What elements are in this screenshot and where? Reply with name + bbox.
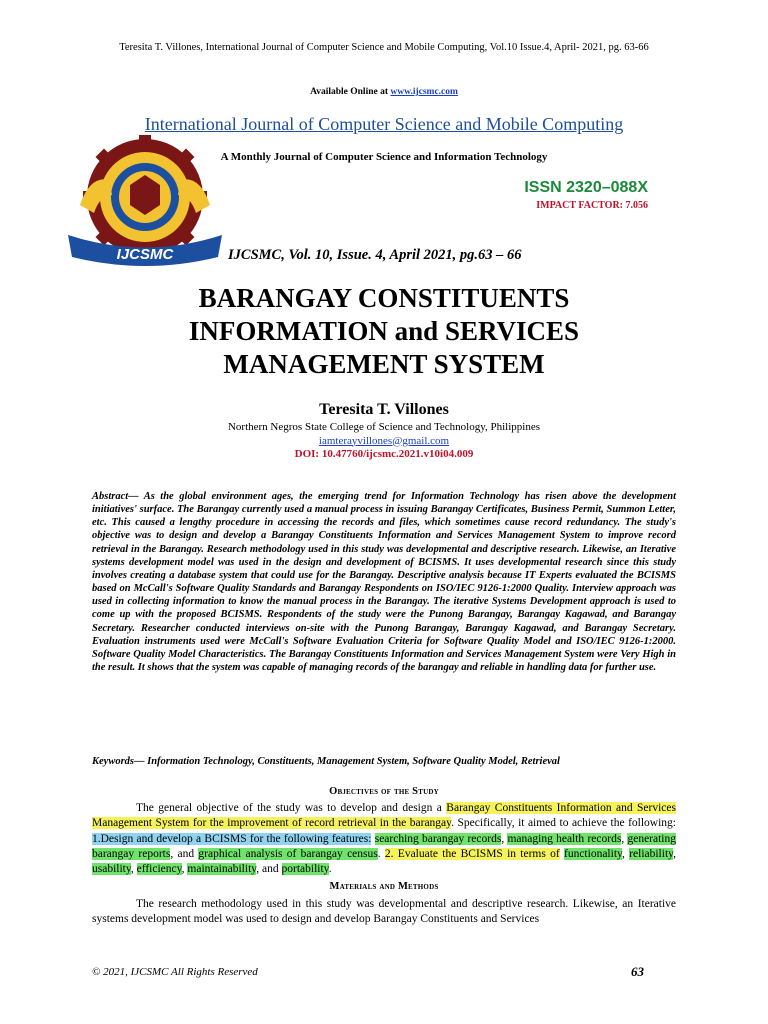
paper-title [0,282,768,381]
highlight-criterion: reliability [629,847,674,860]
available-prefix: Available Online at [310,87,391,97]
keywords-text: — Information Technology, Constituents, Management System, Software Quality Model, Retrieval [134,756,560,767]
highlight-criterion: usability [92,863,131,876]
highlight-objective-1: 1.Design and develop a BCISMS for the following features: [92,832,372,845]
text-span: , [130,863,137,876]
abstract [92,490,676,674]
text-span: , [622,847,630,860]
author-name: Teresita T. Villones [319,401,449,418]
objectives-heading: Objectives of the Study [329,786,439,797]
issue-citation: IJCSMC, Vol. 10, Issue. 4, April 2021, pg.63 – 66 [228,247,522,263]
text-span: , [501,832,508,845]
abstract-text: — As the global environment ages, the emerging trend for Information Technology has risen above the development initiatives' surface. The Barangay currently used a manual process in issuing Barangay Certificates, Business Permit, Summon Letter, etc. This caused a lengthy procedure in accessing the records and files, which sometimes cause record redundancy. The study's objective was to design and develop a Barangay Constituents Information and Services Management System to improve record retrieval in the Barangay. Research methodology used in this study was developmental and descriptive research. Likewise, an Iterative systems development model was used in the design and development of BCISMS. It uses developmental research since this study involves creating a database system that could use for the Barangay. Descriptive analysis because IT Experts evaluated the BCISMS based on McCall's Software Quality Standards and Barangay Respondents on ISO/IEC 9126-1:2000 Quality. Interview approach was used in collecting information to know the manual process in the Barangay. The iterative Systems Development approach is used to come up with the proposed BCISMS. Respondents of the study were the Punong Barangay, Barangay Kagawad, and Barangay Secretary. Researcher conducted interviews on-site with the Punong Barangay, Barangay Kagawad, and Barangay Secretary. Evaluation instruments used were McCall's Software Evaluation Criteria for Software Quality Model and ISO/IEC 9126-1:2000. Software Quality Model Characteristics. The Barangay Constituents Information and Services Management System were Very High in the result. It shows that the system was capable of managing records of the barangay and reliable in handling data for further use. [92,491,676,674]
title-line-1: BARANGAY CONSTITUENTS [198,283,570,313]
available-online [0,87,768,97]
running-header: Teresita T. Villones, International Journal of Computer Science and Mobile Computing, Vol.10 Issue.4, April- 2021, pg. 63-66 [119,42,649,53]
text-span: , [673,847,677,860]
title-line-2: INFORMATION and SERVICES [188,316,580,346]
text-span: . [328,863,332,876]
highlight-feature: generating barangay reports [92,832,677,860]
highlight-criterion: maintainability [187,863,257,876]
highlight-feature: graphical analysis of barangay census [198,847,378,860]
keywords-label: Keywords [92,756,134,767]
author-affiliation-block [0,421,768,462]
highlight-objective-2: 2. Evaluate the BCISMS in terms of [384,847,560,860]
title-line-3: MANAGEMENT SYSTEM [223,349,545,379]
keywords [92,756,676,767]
affiliation: Northern Negros State College of Science and Technology, Philippines [227,421,541,433]
issn: ISSN 2320–088X [524,179,648,196]
text-span: , [181,863,188,876]
doi[interactable]: DOI: 10.47760/ijcsmc.2021.v10i04.009 [294,448,474,460]
objectives-paragraph [92,801,676,877]
page-number: 63 [631,964,644,979]
footer-copyright: © 2021, IJCSMC All Rights Reserved [92,966,258,978]
journal-tagline: A Monthly Journal of Computer Science and Information Technology [220,151,548,163]
logo-text: IJCSMC [116,246,174,263]
abstract-label: Abstract [92,491,129,502]
text-span: , and [170,847,199,860]
impact-factor: IMPACT FACTOR: 7.056 [536,200,648,211]
highlight-criterion: functionality [564,847,623,860]
highlight-criterion: portability [281,863,329,876]
highlight-feature: managing health records [507,832,622,845]
journal-website-link[interactable]: www.ijcsmc.com [390,87,458,97]
highlight-feature: searching barangay records [374,832,502,845]
journal-name: International Journal of Computer Science and Mobile Computing [144,114,624,134]
text-span: , [621,832,628,845]
author-email-link[interactable]: iamterayvillones@gmail.com [318,434,450,447]
materials-heading: Materials and Methods [329,881,439,892]
text-span: . Specifically, it aimed to achieve the following: [451,817,676,830]
highlight-criterion: efficiency [136,863,182,876]
text-span: . [377,847,385,860]
materials-paragraph: The research methodology used in this study was developmental and descriptive research. Likewise, an Iterative systems development model was used to design and develop Barangay Constituents and Services [92,898,676,926]
text-span: , and [256,863,282,876]
highlight-general-objective: Barangay Constituents Information and Services Management System for the improvement of record retrieval in the barangay [92,802,676,830]
text-span: The general objective of the study was to develop and design a [136,802,447,814]
